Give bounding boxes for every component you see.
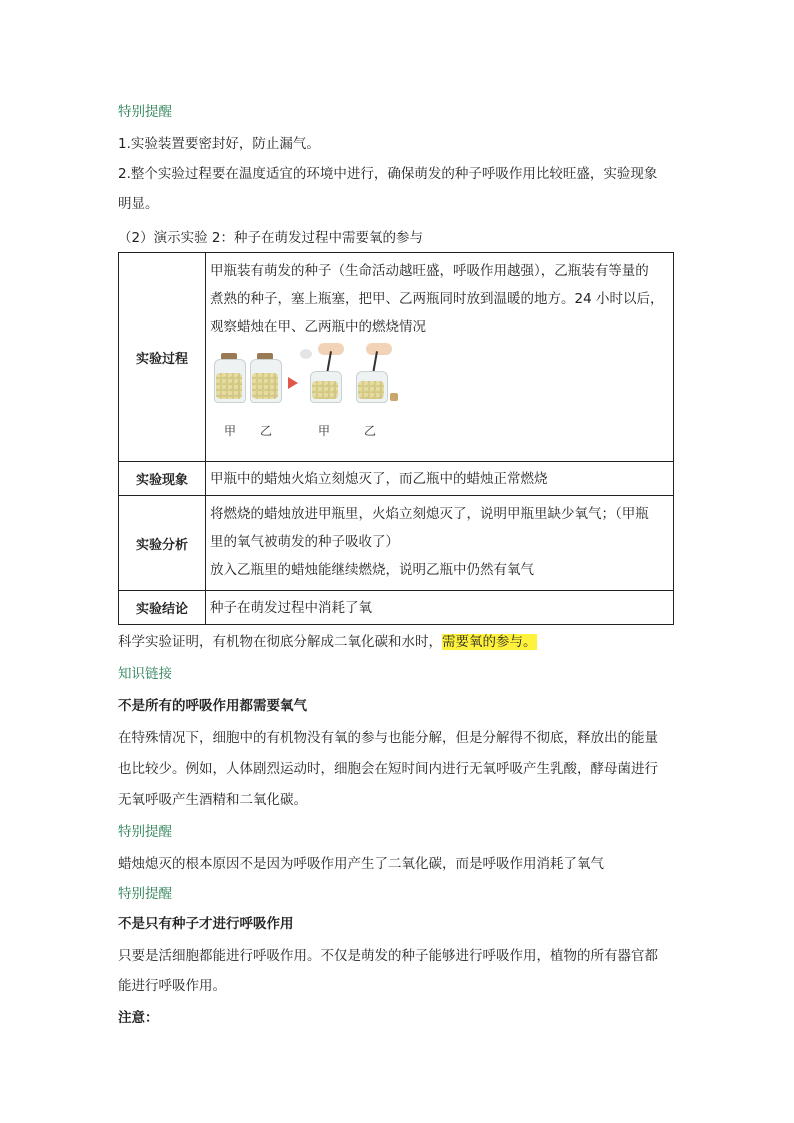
jar-yi-icon (250, 353, 280, 401)
science-highlight: 需要氧的参与。 (442, 634, 537, 650)
demo-title: （2）演示实验 2：种子在萌发过程中需要氧的参与 (118, 230, 423, 246)
figure-label: 乙 (260, 424, 273, 438)
phenomenon-head: 实验现象 (119, 462, 206, 496)
analysis-line-3: 放入乙瓶里的蜡烛能继续燃烧，说明乙瓶中仍然有氧气 (210, 562, 534, 578)
figure-label: 乙 (364, 424, 377, 438)
tip2-text: 蜡烛熄灭的根本原因不是因为呼吸作用产生了二氧化碳，而是呼吸作用消耗了氧气 (118, 856, 604, 872)
figure-label: 甲 (224, 424, 237, 438)
experiment-figure (210, 343, 669, 438)
smoke-icon (300, 349, 312, 359)
link-heading: 知识链接 (118, 666, 172, 682)
process-line-2: 煮熟的种子，塞上瓶塞，把甲、乙两瓶同时放到温暖的地方。24 小时以后， (210, 291, 664, 307)
link-line-1: 在特殊情况下，细胞中的有机物没有氧的参与也能分解，但是分解得不彻底，释放出的能量 (118, 730, 658, 746)
tip3-line-1: 只要是活细胞都能进行呼吸作用。不仅是萌发的种子能够进行呼吸作用，植物的所有器官都 (118, 948, 658, 964)
jar-yi-candle-icon (356, 365, 386, 401)
tip-heading: 特别提醒 (118, 104, 172, 120)
conclusion-head: 实验结论 (119, 591, 206, 625)
conclusion-text: 种子在萌发过程中消耗了氧 (206, 591, 674, 625)
process-line-3: 观察蜡烛在甲、乙两瓶中的燃烧情况 (210, 319, 426, 335)
hand-icon (366, 343, 392, 355)
candle-icon (390, 393, 398, 401)
process-line-1: 甲瓶装有萌发的种子（生命活动越旺盛，呼吸作用越强），乙瓶装有等量的 (210, 263, 649, 279)
analysis-line-2: 里的氧气被萌发的种子吸收了） (210, 534, 399, 550)
link-line-3: 无氧呼吸产生酒精和二氧化碳。 (118, 792, 307, 808)
tip-heading: 特别提醒 (118, 886, 172, 902)
link-subtitle: 不是所有的呼吸作用都需要氧气 (118, 698, 307, 714)
tip-line-2: 2.整个实验过程要在温度适宜的环境中进行，确保萌发的种子呼吸作用比较旺盛，实验现象 (118, 166, 658, 182)
jar-jia-candle-icon (310, 365, 340, 401)
note-label: 注意： (118, 1010, 159, 1026)
process-cell (206, 253, 674, 462)
analysis-head: 实验分析 (119, 496, 206, 591)
experiment-table (118, 252, 674, 625)
process-head: 实验过程 (119, 253, 206, 462)
figure-label: 甲 (318, 424, 331, 438)
tip-heading: 特别提醒 (118, 824, 172, 840)
jar-jia-icon (214, 353, 244, 401)
tip-line-3: 明显。 (118, 196, 159, 212)
analysis-line-1: 将燃烧的蜡烛放进甲瓶里，火焰立刻熄灭了，说明甲瓶里缺少氧气；（甲瓶 (210, 506, 649, 522)
tip3-subtitle: 不是只有种子才进行呼吸作用 (118, 916, 294, 932)
tip-line-1: 1.实验装置要密封好，防止漏气。 (118, 136, 320, 152)
link-line-2: 也比较少。例如，人体剧烈运动时，细胞会在短时间内进行无氧呼吸产生乳酸，酵母菌进行 (118, 761, 658, 777)
phenomenon-text: 甲瓶中的蜡烛火焰立刻熄灭了，而乙瓶中的蜡烛正常燃烧 (206, 462, 674, 496)
analysis-cell (206, 496, 674, 591)
tip3-line-2: 能进行呼吸作用。 (118, 978, 226, 994)
science-prefix: 科学实验证明，有机物在彻底分解成二氧化碳和水时， (118, 634, 442, 650)
science-statement (118, 632, 537, 652)
arrow-icon (288, 377, 298, 389)
